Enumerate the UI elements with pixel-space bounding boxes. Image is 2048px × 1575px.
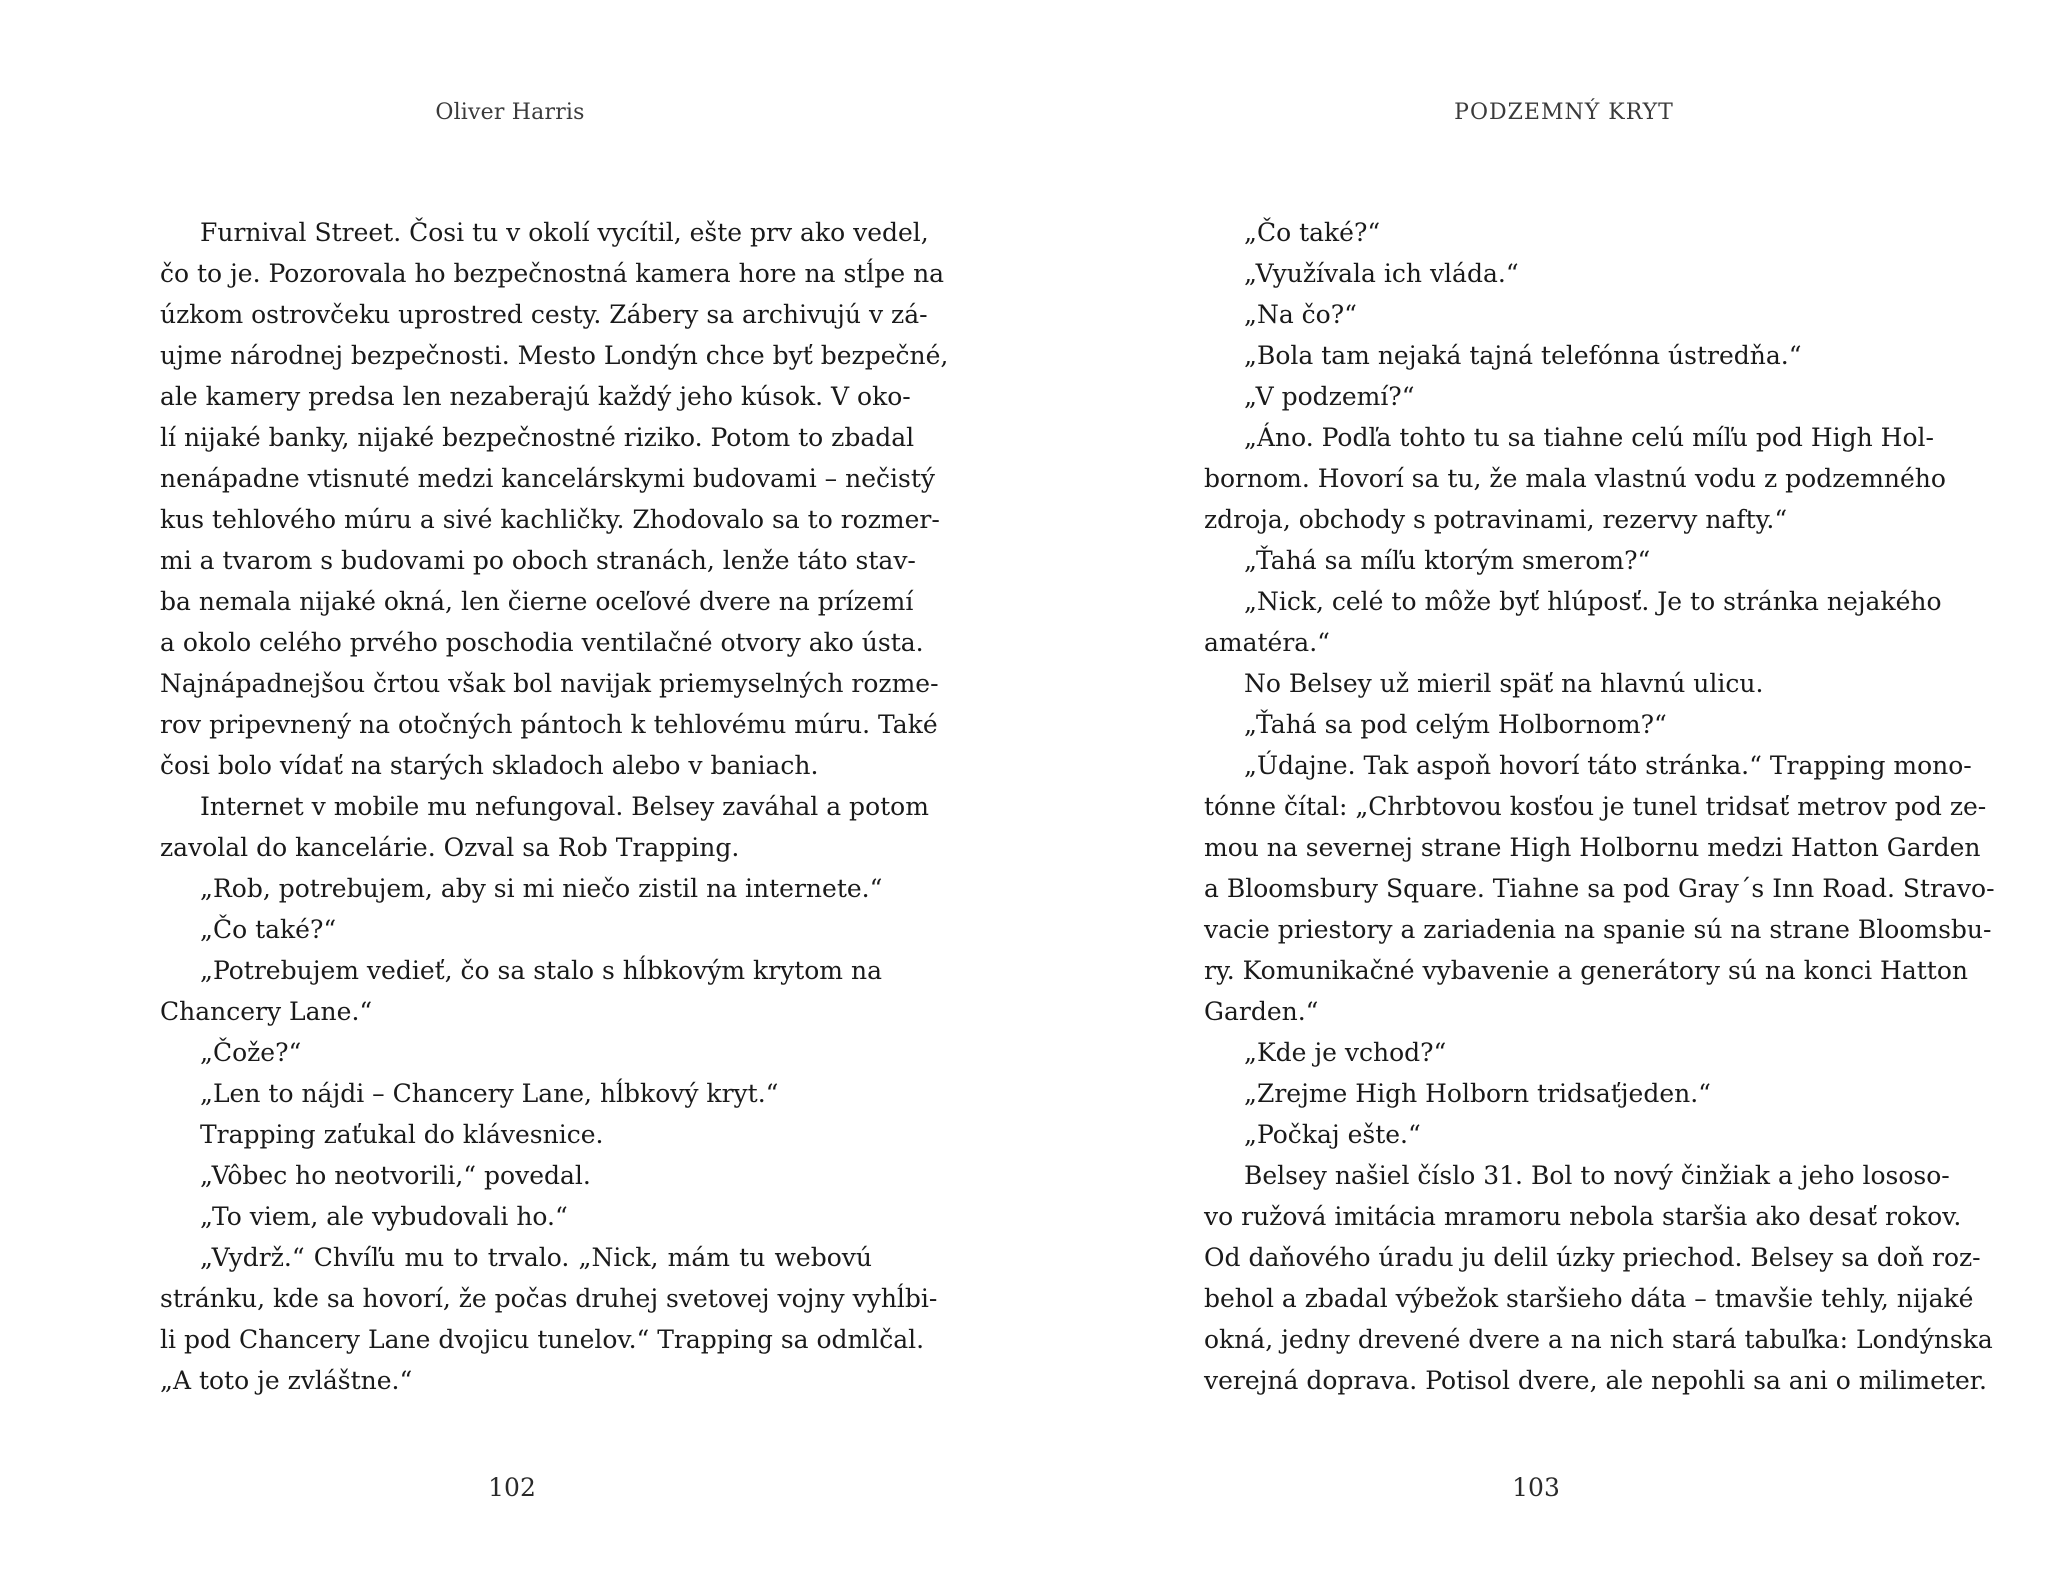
text-line: ry. Komunikačné vybavenie a generátory sú na konci Hatton [1204,956,1968,985]
text-line: „Nick, celé to môže byť hlúposť. Je to stránka nejakého [1244,587,1942,616]
text-line: čosi bolo vídať na starých skladoch alebo v baniach. [160,751,819,780]
page-number: 102 [488,1473,536,1502]
text-line: nenápadne vtisnuté medzi kancelárskymi budovami – nečistý [160,464,935,493]
text-line: úzkom ostrovčeku uprostred cesty. Zábery sa archivujú v zá- [160,300,928,329]
text-line: zdroja, obchody s potravinami, rezervy nafty.“ [1204,505,1788,534]
text-line: „Vydrž.“ Chvíľu mu to trvalo. „Nick, mám tu webovú [200,1243,872,1272]
text-line: „Bola tam nejaká tajná telefónna ústredňa.“ [1244,341,1802,370]
text-line: a Bloomsbury Square. Tiahne sa pod Gray´s Inn Road. Stravo- [1204,874,1995,903]
text-line: li pod Chancery Lane dvojicu tunelov.“ Trapping sa odmlčal. [160,1325,925,1354]
text-line: Najnápadnejšou črtou však bol navijak priemyselných rozme- [160,669,939,698]
text-line: Belsey našiel číslo 31. Bol to nový činžiak a jeho lososo- [1244,1161,1950,1190]
text-line: behol a zbadal výbežok staršieho dáta – tmavšie tehly, nijaké [1204,1284,1974,1313]
text-line: rov pripevnený na otočných pántoch k tehlovému múru. Také [160,710,938,739]
text-line: čo to je. Pozorovala ho bezpečnostná kamera hore na stĺpe na [160,259,945,288]
text-line: „Počkaj ešte.“ [1244,1120,1421,1149]
text-line: okná, jedny drevené dvere a na nich stará tabuľka: Londýnska [1204,1325,1993,1354]
text-line: kus tehlového múru a sivé kachličky. Zhodovalo sa to rozmer- [160,505,940,534]
text-line: „Čo také?“ [1244,218,1381,247]
text-line: mou na severnej strane High Holbornu medzi Hatton Garden [1204,833,1981,862]
text-line: a okolo celého prvého poschodia ventilačné otvory ako ústa. [160,628,924,657]
text-line: „Len to nájdi – Chancery Lane, hĺbkový kryt.“ [200,1079,779,1108]
text-line: „Zrejme High Holborn tridsaťjeden.“ [1244,1079,1711,1108]
text-line: verejná doprava. Potisol dvere, ale nepohli sa ani o milimeter. [1204,1366,1987,1395]
right-page [1024,0,2048,1575]
text-line: amatéra.“ [1204,628,1330,657]
text-line: „Čo také?“ [200,915,337,944]
text-line: vacie priestory a zariadenia na spanie sú na strane Bloomsbu- [1204,915,1992,944]
text-line: Garden.“ [1204,997,1319,1026]
text-line: „Na čo?“ [1244,300,1357,329]
text-line: mi a tvarom s budovami po oboch stranách, lenže táto stav- [160,546,916,575]
text-line: „V podzemí?“ [1244,382,1415,411]
text-line: „Ťahá sa míľu ktorým smerom?“ [1244,546,1651,575]
text-line: „Údajne. Tak aspoň hovorí táto stránka.“ Trapping mono- [1244,751,1972,780]
text-line: ujme národnej bezpečnosti. Mesto Londýn chce byť bezpečné, [160,341,949,370]
text-line: ale kamery predsa len nezaberajú každý jeho kúsok. V oko- [160,382,911,411]
text-line: lí nijaké banky, nijaké bezpečnostné riziko. Potom to zbadal [160,423,915,452]
text-line: „Vôbec ho neotvorili,“ povedal. [200,1161,591,1190]
text-line: No Belsey už mieril späť na hlavnú ulicu. [1244,669,1764,698]
text-line: zavolal do kancelárie. Ozval sa Rob Trapping. [160,833,740,862]
text-line: vo ružová imitácia mramoru nebola staršia ako desať rokov. [1204,1202,1962,1231]
text-line: „Čože?“ [200,1038,302,1067]
text-line: „Áno. Podľa tohto tu sa tiahne celú míľu pod High Hol- [1244,423,1934,452]
text-line: „Rob, potrebujem, aby si mi niečo zistil na internete.“ [200,874,883,903]
body-text [160,212,949,1401]
text-line: Trapping zaťukal do klávesnice. [200,1120,604,1149]
text-line: Chancery Lane.“ [160,997,373,1026]
text-line: „Potrebujem vedieť, čo sa stalo s hĺbkovým krytom na [200,956,882,985]
body-text [1204,212,1995,1401]
text-line: Internet v mobile mu nefungoval. Belsey zaváhal a potom [200,792,929,821]
text-line: „Využívala ich vláda.“ [1244,259,1519,288]
text-line: stránku, kde sa hovorí, že počas druhej svetovej vojny vyhĺbi- [160,1284,938,1313]
text-line: bornom. Hovorí sa tu, že mala vlastnú vodu z podzemného [1204,464,1946,493]
text-line: Furnival Street. Čosi tu v okolí vycítil, ešte prv ako vedel, [200,218,929,247]
page-number: 103 [1512,1473,1560,1502]
running-head-title: PODZEMNÝ KRYT [1454,100,1674,125]
text-line: „A toto je zvláštne.“ [160,1366,413,1395]
running-head-author: Oliver Harris [435,100,585,125]
text-line: ba nemala nijaké okná, len čierne oceľové dvere na prízemí [160,587,914,616]
text-line: „To viem, ale vybudovali ho.“ [200,1202,568,1231]
text-line: Od daňového úradu ju delil úzky priechod. Belsey sa doň roz- [1204,1243,1981,1272]
text-line: „Kde je vchod?“ [1244,1038,1447,1067]
text-line: tónne čítal: „Chrbtovou kosťou je tunel tridsať metrov pod ze- [1204,792,1987,821]
text-line: „Ťahá sa pod celým Holbornom?“ [1244,710,1667,739]
